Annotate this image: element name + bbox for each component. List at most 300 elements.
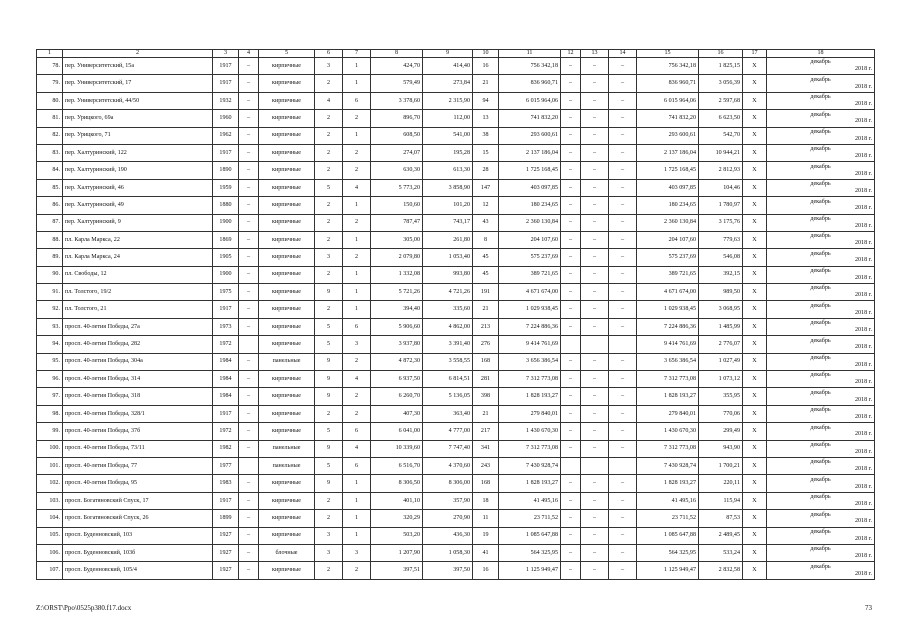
deadline-year: 2018 г.: [854, 570, 872, 577]
cell-cost-per-sqm: 542,70: [699, 127, 743, 144]
cell-col-14: –: [609, 92, 637, 109]
cell-fund-cost: 1 125 949,47: [637, 562, 699, 579]
cell-col-12: –: [561, 527, 581, 544]
table-row: [37, 197, 875, 214]
cell-fund-cost: 1 029 938,45: [637, 301, 699, 318]
cell-fund-cost: 403 097,85: [637, 179, 699, 196]
cell-mark: Х: [743, 110, 767, 127]
cell-col-13: –: [581, 527, 609, 544]
cell-mark: Х: [743, 423, 767, 440]
cell-living-area: 1 058,30: [423, 544, 473, 561]
cell-living-area: 3 858,90: [423, 179, 473, 196]
cell-total-area: 8 306,50: [371, 475, 423, 492]
cell-col-12: –: [561, 197, 581, 214]
cell-total-cost: 279 840,01: [499, 405, 561, 422]
cell-total-cost: 1 125 949,47: [499, 562, 561, 579]
cell-col-12: –: [561, 562, 581, 579]
deadline-month: декабрь: [810, 76, 831, 83]
cell-total-cost: 389 721,65: [499, 266, 561, 283]
cell-row-number: 100.: [37, 440, 63, 457]
cell-cost-per-sqm: 1 700,21: [699, 457, 743, 474]
cell-row-number: 80.: [37, 92, 63, 109]
cell-cost-per-sqm: 533,24: [699, 544, 743, 561]
cell-residents: 28: [473, 162, 499, 179]
cell-year-built: 1962: [213, 127, 239, 144]
cell-total-area: 4 872,30: [371, 353, 423, 370]
cell-floors: 2: [315, 75, 343, 92]
table-row: [37, 179, 875, 196]
cell-living-area: 7 747,40: [423, 440, 473, 457]
cell-col-12: –: [561, 110, 581, 127]
cell-floors: 2: [315, 562, 343, 579]
column-number-5: 5: [259, 50, 315, 58]
cell-year-built: 1960: [213, 110, 239, 127]
cell-year-built: 1984: [213, 371, 239, 388]
cell-address: пл. Толстого, 21: [63, 301, 213, 318]
cell-wall-material: панельные: [259, 353, 315, 370]
deadline-year: 2018 г.: [854, 448, 872, 455]
cell-mark: Х: [743, 231, 767, 248]
cell-deadline: [767, 388, 875, 405]
cell-deadline: [767, 510, 875, 527]
cell-floors: 3: [315, 527, 343, 544]
cell-address: просп. Буденновский, 103б: [63, 544, 213, 561]
cell-entrances: 1: [343, 266, 371, 283]
cell-year-built: 1869: [213, 231, 239, 248]
cell-year-built: 1899: [213, 510, 239, 527]
cell-col-14: –: [609, 527, 637, 544]
cell-col-14: –: [609, 110, 637, 127]
cell-cost-per-sqm: 6 623,50: [699, 110, 743, 127]
deadline-month: декабрь: [810, 163, 831, 170]
cell-fund-cost: 7 430 928,74: [637, 457, 699, 474]
cell-deadline: [767, 214, 875, 231]
table-row: [37, 388, 875, 405]
cell-floors: 2: [315, 214, 343, 231]
cell-entrances: 2: [343, 144, 371, 161]
cell-mark: Х: [743, 388, 767, 405]
cell-residents: 168: [473, 475, 499, 492]
cell-residents: 12: [473, 197, 499, 214]
cell-cost-per-sqm: 2 812,93: [699, 162, 743, 179]
cell-col-12: –: [561, 266, 581, 283]
cell-cost-per-sqm: 1 485,99: [699, 318, 743, 335]
cell-floors: 5: [315, 179, 343, 196]
cell-row-number: 99.: [37, 423, 63, 440]
cell-address: пл. Карла Маркса, 24: [63, 249, 213, 266]
cell-living-area: 357,90: [423, 492, 473, 509]
cell-col-13: –: [581, 371, 609, 388]
cell-address: пер. Халтуринский, 122: [63, 144, 213, 161]
cell-col-12: –: [561, 162, 581, 179]
cell-mark: Х: [743, 527, 767, 544]
cell-col-14: –: [609, 197, 637, 214]
deadline-month: декабрь: [810, 268, 831, 275]
cell-col-13: –: [581, 318, 609, 335]
column-number-18: 18: [767, 50, 875, 58]
cell-col-13: –: [581, 231, 609, 248]
deadline-year: 2018 г.: [854, 483, 872, 490]
cell-address: просп. 40-летия Победы, 304а: [63, 353, 213, 370]
cell-total-area: 608,50: [371, 127, 423, 144]
cell-year-renovated: –: [239, 371, 259, 388]
cell-deadline: [767, 127, 875, 144]
cell-entrances: 4: [343, 179, 371, 196]
cell-wall-material: кирпичные: [259, 527, 315, 544]
cell-living-area: 414,40: [423, 58, 473, 75]
cell-row-number: 98.: [37, 405, 63, 422]
cell-address: пер. Халтуринский, 46: [63, 179, 213, 196]
cell-living-area: 743,17: [423, 214, 473, 231]
cell-cost-per-sqm: 943,90: [699, 440, 743, 457]
cell-col-14: –: [609, 266, 637, 283]
cell-row-number: 85.: [37, 179, 63, 196]
cell-total-area: 6 937,50: [371, 371, 423, 388]
cell-col-13: [581, 336, 609, 353]
cell-fund-cost: 41 495,16: [637, 492, 699, 509]
cell-deadline: [767, 336, 875, 353]
cell-residents: 341: [473, 440, 499, 457]
cell-address: просп. Богатяновский Спуск, 17: [63, 492, 213, 509]
cell-address: пер. Урицкого, 69а: [63, 110, 213, 127]
cell-mark: Х: [743, 336, 767, 353]
cell-wall-material: кирпичные: [259, 336, 315, 353]
cell-floors: 2: [315, 266, 343, 283]
cell-deadline: [767, 162, 875, 179]
cell-col-12: –: [561, 405, 581, 422]
cell-floors: 2: [315, 231, 343, 248]
cell-mark: Х: [743, 197, 767, 214]
cell-total-cost: 1 029 938,45: [499, 301, 561, 318]
cell-row-number: 101.: [37, 457, 63, 474]
cell-cost-per-sqm: 3 068,95: [699, 301, 743, 318]
column-number-8: 8: [371, 50, 423, 58]
cell-entrances: 3: [343, 336, 371, 353]
cell-entrances: 2: [343, 110, 371, 127]
deadline-year: 2018 г.: [854, 257, 872, 264]
cell-cost-per-sqm: 10 944,21: [699, 144, 743, 161]
cell-floors: 2: [315, 510, 343, 527]
deadline-year: 2018 г.: [854, 135, 872, 142]
cell-row-number: 105.: [37, 527, 63, 544]
column-number-4: 4: [239, 50, 259, 58]
cell-row-number: 91.: [37, 284, 63, 301]
deadline-month: декабрь: [810, 250, 831, 257]
cell-year-renovated: –: [239, 197, 259, 214]
cell-year-built: 1917: [213, 405, 239, 422]
cell-address: пер. Халтуринский, 9: [63, 214, 213, 231]
cell-residents: 38: [473, 127, 499, 144]
cell-entrances: 6: [343, 318, 371, 335]
cell-year-built: 1917: [213, 58, 239, 75]
cell-year-built: 1977: [213, 457, 239, 474]
cell-year-renovated: –: [239, 249, 259, 266]
cell-entrances: 1: [343, 75, 371, 92]
cell-mark: Х: [743, 353, 767, 370]
cell-address: просп. 40-летия Победы, 77: [63, 457, 213, 474]
cell-address: пер. Университетский, 44/50: [63, 92, 213, 109]
table-row: [37, 249, 875, 266]
table-row: [37, 58, 875, 75]
footer-file-path: Z:\ORST\Ppo\0525p380.f17.docx: [36, 604, 132, 612]
cell-address: пл. Свободы, 12: [63, 266, 213, 283]
cell-col-13: –: [581, 440, 609, 457]
cell-year-built: 1917: [213, 75, 239, 92]
cell-year-built: 1900: [213, 266, 239, 283]
table-row: [37, 544, 875, 561]
cell-row-number: 90.: [37, 266, 63, 283]
cell-address: просп. 40-летия Победы, 27а: [63, 318, 213, 335]
cell-residents: 15: [473, 144, 499, 161]
column-number-17: 17: [743, 50, 767, 58]
cell-row-number: 107.: [37, 562, 63, 579]
cell-row-number: 97.: [37, 388, 63, 405]
cell-cost-per-sqm: 1 073,12: [699, 371, 743, 388]
cell-floors: 2: [315, 110, 343, 127]
cell-entrances: 4: [343, 371, 371, 388]
cell-col-12: –: [561, 231, 581, 248]
cell-wall-material: кирпичные: [259, 214, 315, 231]
cell-floors: 4: [315, 92, 343, 109]
table-row: [37, 527, 875, 544]
cell-row-number: 81.: [37, 110, 63, 127]
column-number-7: 7: [343, 50, 371, 58]
cell-year-renovated: –: [239, 318, 259, 335]
cell-total-cost: 1 085 647,88: [499, 527, 561, 544]
cell-residents: 21: [473, 75, 499, 92]
deadline-month: декабрь: [810, 181, 831, 188]
cell-col-13: –: [581, 510, 609, 527]
cell-year-renovated: –: [239, 266, 259, 283]
cell-entrances: 1: [343, 231, 371, 248]
cell-fund-cost: 389 721,65: [637, 266, 699, 283]
cell-mark: Х: [743, 318, 767, 335]
cell-floors: 2: [315, 127, 343, 144]
cell-row-number: 86.: [37, 197, 63, 214]
cell-row-number: 79.: [37, 75, 63, 92]
cell-total-cost: 7 312 773,08: [499, 371, 561, 388]
cell-floors: 5: [315, 423, 343, 440]
cell-floors: 2: [315, 162, 343, 179]
cell-col-13: –: [581, 544, 609, 561]
cell-fund-cost: 4 671 674,00: [637, 284, 699, 301]
cell-col-12: –: [561, 318, 581, 335]
cell-cost-per-sqm: 355,95: [699, 388, 743, 405]
cell-year-built: 1984: [213, 388, 239, 405]
cell-total-cost: 204 107,60: [499, 231, 561, 248]
cell-year-renovated: –: [239, 110, 259, 127]
cell-cost-per-sqm: 1 780,97: [699, 197, 743, 214]
cell-col-14: –: [609, 371, 637, 388]
cell-total-area: 10 339,60: [371, 440, 423, 457]
deadline-month: декабрь: [810, 372, 831, 379]
cell-total-cost: 4 671 674,00: [499, 284, 561, 301]
cell-entrances: 3: [343, 544, 371, 561]
cell-total-area: 320,29: [371, 510, 423, 527]
table-row: [37, 75, 875, 92]
cell-cost-per-sqm: 2 776,07: [699, 336, 743, 353]
cell-total-area: 6 260,70: [371, 388, 423, 405]
cell-mark: Х: [743, 92, 767, 109]
cell-year-built: 1880: [213, 197, 239, 214]
cell-col-12: –: [561, 75, 581, 92]
cell-deadline: [767, 284, 875, 301]
cell-col-13: –: [581, 301, 609, 318]
cell-living-area: 3 558,55: [423, 353, 473, 370]
cell-year-built: 1975: [213, 284, 239, 301]
cell-col-12: –: [561, 353, 581, 370]
deadline-year: 2018 г.: [854, 327, 872, 334]
cell-living-area: 112,00: [423, 110, 473, 127]
deadline-month: декабрь: [810, 389, 831, 396]
table-body: [37, 58, 875, 580]
cell-col-13: –: [581, 110, 609, 127]
cell-floors: 5: [315, 457, 343, 474]
deadline-year: 2018 г.: [854, 466, 872, 473]
cell-col-14: –: [609, 58, 637, 75]
cell-col-14: –: [609, 214, 637, 231]
cell-living-area: 4 721,26: [423, 284, 473, 301]
cell-year-built: 1927: [213, 544, 239, 561]
cell-deadline: [767, 371, 875, 388]
cell-wall-material: кирпичные: [259, 110, 315, 127]
column-number-3: 3: [213, 50, 239, 58]
cell-year-built: 1917: [213, 492, 239, 509]
cell-col-12: –: [561, 214, 581, 231]
cell-col-12: –: [561, 58, 581, 75]
cell-col-12: –: [561, 249, 581, 266]
deadline-year: 2018 г.: [854, 535, 872, 542]
cell-cost-per-sqm: 1 027,49: [699, 353, 743, 370]
cell-deadline: [767, 179, 875, 196]
table-row: [37, 562, 875, 579]
cell-total-area: 394,40: [371, 301, 423, 318]
deadline-year: 2018 г.: [854, 187, 872, 194]
cell-wall-material: кирпичные: [259, 284, 315, 301]
cell-total-cost: 1 828 193,27: [499, 475, 561, 492]
cell-entrances: 2: [343, 388, 371, 405]
cell-cost-per-sqm: 2 597,68: [699, 92, 743, 109]
cell-total-area: 6 516,70: [371, 457, 423, 474]
cell-wall-material: кирпичные: [259, 75, 315, 92]
cell-cost-per-sqm: 2 489,45: [699, 527, 743, 544]
deadline-year: 2018 г.: [854, 361, 872, 368]
deadline-month: декабрь: [810, 511, 831, 518]
cell-total-cost: 7 312 773,08: [499, 440, 561, 457]
cell-residents: 19: [473, 527, 499, 544]
cell-col-12: [561, 336, 581, 353]
cell-row-number: 94.: [37, 336, 63, 353]
column-number-1: 1: [37, 50, 63, 58]
cell-col-13: –: [581, 388, 609, 405]
cell-fund-cost: 7 224 886,36: [637, 318, 699, 335]
cell-col-14: –: [609, 284, 637, 301]
deadline-year: 2018 г.: [854, 153, 872, 160]
cell-living-area: 101,20: [423, 197, 473, 214]
cell-address: просп. 40-летия Победы, 318: [63, 388, 213, 405]
deadline-month: декабрь: [810, 407, 831, 414]
cell-entrances: 2: [343, 249, 371, 266]
cell-address: пл. Толстого, 19/2: [63, 284, 213, 301]
cell-col-13: –: [581, 492, 609, 509]
deadline-month: декабрь: [810, 128, 831, 135]
cell-living-area: 2 315,90: [423, 92, 473, 109]
cell-col-13: –: [581, 127, 609, 144]
cell-wall-material: кирпичные: [259, 179, 315, 196]
cell-total-area: 579,49: [371, 75, 423, 92]
cell-year-renovated: –: [239, 92, 259, 109]
cell-address: просп. 40-летия Победы, 282: [63, 336, 213, 353]
table-row: [37, 92, 875, 109]
table-row: [37, 284, 875, 301]
cell-entrances: 2: [343, 162, 371, 179]
cell-total-cost: 2 137 186,04: [499, 144, 561, 161]
cell-total-cost: 41 495,16: [499, 492, 561, 509]
table-row: [37, 127, 875, 144]
cell-residents: 276: [473, 336, 499, 353]
deadline-year: 2018 г.: [854, 222, 872, 229]
deadline-year: 2018 г.: [854, 500, 872, 507]
table-row: [37, 301, 875, 318]
deadline-month: декабрь: [810, 94, 831, 101]
cell-col-13: [581, 457, 609, 474]
cell-deadline: [767, 440, 875, 457]
cell-wall-material: кирпичные: [259, 92, 315, 109]
table-row: [37, 214, 875, 231]
cell-entrances: 1: [343, 475, 371, 492]
cell-col-12: –: [561, 284, 581, 301]
cell-floors: 9: [315, 475, 343, 492]
cell-mark: Х: [743, 144, 767, 161]
cell-col-12: –: [561, 92, 581, 109]
cell-address: просп. Буденновский, 105/4: [63, 562, 213, 579]
cell-fund-cost: 6 015 964,06: [637, 92, 699, 109]
cell-fund-cost: 575 237,69: [637, 249, 699, 266]
cell-year-built: 1932: [213, 92, 239, 109]
cell-fund-cost: 1 085 647,88: [637, 527, 699, 544]
cell-year-built: 1917: [213, 144, 239, 161]
cell-cost-per-sqm: 299,49: [699, 423, 743, 440]
cell-floors: 2: [315, 405, 343, 422]
cell-wall-material: кирпичные: [259, 231, 315, 248]
cell-entrances: 4: [343, 440, 371, 457]
cell-mark: Х: [743, 179, 767, 196]
cell-wall-material: кирпичные: [259, 318, 315, 335]
deadline-month: декабрь: [810, 459, 831, 466]
cell-mark: Х: [743, 457, 767, 474]
cell-fund-cost: 2 137 186,04: [637, 144, 699, 161]
table-row: [37, 336, 875, 353]
cell-entrances: 6: [343, 457, 371, 474]
cell-cost-per-sqm: 220,11: [699, 475, 743, 492]
cell-row-number: 104.: [37, 510, 63, 527]
cell-cost-per-sqm: 3 175,76: [699, 214, 743, 231]
cell-deadline: [767, 266, 875, 283]
cell-entrances: 1: [343, 510, 371, 527]
deadline-year: 2018 г.: [854, 309, 872, 316]
cell-col-12: –: [561, 475, 581, 492]
deadline-month: декабрь: [810, 198, 831, 205]
cell-wall-material: кирпичные: [259, 492, 315, 509]
cell-col-14: –: [609, 144, 637, 161]
cell-residents: 11: [473, 510, 499, 527]
cell-mark: Х: [743, 371, 767, 388]
deadline-year: 2018 г.: [854, 553, 872, 560]
cell-year-renovated: –: [239, 284, 259, 301]
cell-wall-material: кирпичные: [259, 162, 315, 179]
cell-fund-cost: 180 234,65: [637, 197, 699, 214]
cell-col-14: –: [609, 405, 637, 422]
